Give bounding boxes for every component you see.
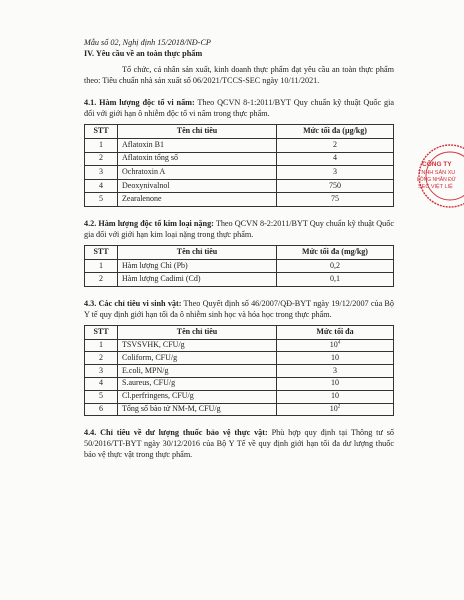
table-row [85, 403, 394, 416]
heavy-metal-table [84, 245, 394, 287]
cell-value [277, 365, 394, 378]
cell-value: 0,1 [277, 273, 394, 287]
cell-value [277, 377, 394, 390]
cell-name: Hàm lượng Cadimi (Cd) [118, 273, 277, 287]
company-stamp [408, 140, 464, 212]
table-row [85, 179, 394, 193]
header-max: Mức tối đa (µg/kg) [277, 125, 394, 139]
header-stt: STT [85, 246, 118, 260]
header-max: Mức tối đa [277, 325, 394, 339]
section-4-3-text: Theo Quyết định số 46/2007/QĐ-BYT ngày 19/12/2007 của Bộ Y tế quy định giới hạn tối đa ô nhiễm sinh học và hóa học trong thực phẩm. [84, 298, 394, 319]
cell-name: Ochratoxin A [118, 166, 277, 180]
cell-value: 2 [277, 138, 394, 152]
header-name: Tên chỉ tiêu [118, 125, 277, 139]
cell-name: Coliform, CFU/g [118, 352, 277, 365]
table-row [85, 193, 394, 207]
section-4-1-paragraph [84, 97, 394, 119]
cell-value [277, 352, 394, 365]
table-row [85, 166, 394, 180]
table-row [85, 365, 394, 378]
cell-value [277, 390, 394, 403]
cell-stt: 2 [85, 273, 118, 287]
section-4-4-title: 4.4. Chỉ tiêu về dư lượng thuốc bảo vệ thực vật: [84, 428, 268, 438]
table-row [85, 390, 394, 403]
value-base: 3 [333, 365, 337, 375]
header-stt: STT [85, 325, 118, 339]
header-name: Tên chỉ tiêu [118, 246, 277, 260]
document-content [84, 37, 394, 466]
section-title: IV. Yêu cầu về an toàn thực phẩm [84, 49, 203, 59]
section-4-4-text: Phù hợp quy định tại Thông tư số 50/2016/TT-BYT ngày 30/12/2016 của Bộ Y Tế về quy định giới hạn tối đa dư lượng thuốc bảo vệ thực vật trong thực phẩm. [84, 428, 394, 460]
section-4-2-text: Theo QCVN 8-2:2011/BYT Quy chuẩn kỹ thuật Quốc gia đối với giới hạn kim loại nặng trong thực phẩm. [84, 218, 395, 239]
section-4-1-text: Theo QCVN 8-1:2011/BYT Quy chuẩn kỹ thuật Quốc gia đối với giới hạn ô nhiễm độc tố vi nấm trong thực phẩm. [84, 98, 394, 119]
stamp-seal-icon [408, 140, 464, 212]
cell-value: 0,2 [277, 259, 394, 273]
value-base: 10 [329, 340, 338, 350]
value-base: 10 [329, 404, 338, 414]
cell-stt: 5 [85, 390, 118, 403]
section-4-3-paragraph [84, 298, 394, 320]
value-exponent: 4 [337, 340, 341, 346]
table-row [85, 352, 394, 365]
header-stt: STT [85, 125, 118, 139]
header-name: Tên chỉ tiêu [118, 325, 277, 339]
cell-name: Zearalenone [118, 193, 277, 207]
cell-value: 75 [277, 193, 394, 207]
section-4-1-title: 4.1. Hàm lượng độc tố vi nấm: [84, 98, 195, 108]
cell-name: Tổng số bào tử NM-M, CFU/g [118, 403, 277, 416]
form-number: Mẫu số 02, Nghị định 15/2018/NĐ-CP [84, 38, 211, 47]
cell-stt: 1 [85, 339, 118, 352]
cell-name: Aflatoxin B1 [118, 138, 277, 152]
cell-name: Cl.perfringens, CFU/g [118, 390, 277, 403]
section-4-3-title: 4.3. Các chỉ tiêu vi sinh vật: [84, 298, 182, 308]
table-row [85, 152, 394, 166]
cell-stt: 4 [85, 179, 118, 193]
cell-stt: 2 [85, 352, 118, 365]
microbiology-table [84, 325, 394, 416]
intro-paragraph: Tổ chức, cá nhân sản xuất, kinh doanh thực phẩm đạt yêu cầu an toàn thực phẩm theo: Tiêu chuẩn nhà sản xuất số 06/2021/TCCS-SEC ngày 10/11/2021. [84, 65, 394, 86]
stamp-line: SEC VIỆT LIỆ [418, 184, 453, 190]
table-row [85, 138, 394, 152]
table-row [85, 377, 394, 390]
cell-stt: 3 [85, 166, 118, 180]
table-row [85, 259, 394, 273]
header-max: Mức tối đa (mg/kg) [277, 246, 394, 260]
cell-value [277, 339, 394, 352]
stamp-line: TNHH SẢN XU [418, 170, 456, 176]
value-exponent: 2 [337, 404, 341, 410]
cell-name: S.aureus, CFU/g [118, 377, 277, 390]
table-row [85, 339, 394, 352]
cell-value: 750 [277, 179, 394, 193]
value-base: 10 [331, 391, 339, 401]
cell-value: 4 [277, 152, 394, 166]
cell-value: 3 [277, 166, 394, 180]
value-base: 10 [331, 352, 339, 362]
table-header-row [85, 325, 394, 339]
section-4-2-paragraph [84, 218, 394, 240]
cell-stt: 1 [85, 259, 118, 273]
cell-name: Hàm lượng Chì (Pb) [118, 259, 277, 273]
cell-value [277, 403, 394, 416]
table-row [85, 273, 394, 287]
cell-stt: 1 [85, 138, 118, 152]
cell-name: TSVSVHK, CFU/g [118, 339, 277, 352]
section-4-4-paragraph [84, 427, 394, 460]
table-header-row [85, 125, 394, 139]
cell-name: Deoxynivalnol [118, 179, 277, 193]
stamp-line: LÔNG NHÂN ĐỨ [417, 177, 456, 183]
cell-stt: 3 [85, 365, 118, 378]
cell-stt: 6 [85, 403, 118, 416]
cell-stt: 2 [85, 152, 118, 166]
table-header-row [85, 246, 394, 260]
cell-stt: 4 [85, 377, 118, 390]
stamp-line: CÔNG TY [422, 161, 452, 168]
mycotoxin-table [84, 124, 394, 207]
cell-stt: 5 [85, 193, 118, 207]
cell-name: E.coli, MPN/g [118, 365, 277, 378]
section-4-2-title: 4.2. Hàm lượng độc tố kim loại nặng: [84, 218, 214, 228]
cell-name: Aflatoxin tổng số [118, 152, 277, 166]
value-base: 10 [331, 378, 339, 388]
